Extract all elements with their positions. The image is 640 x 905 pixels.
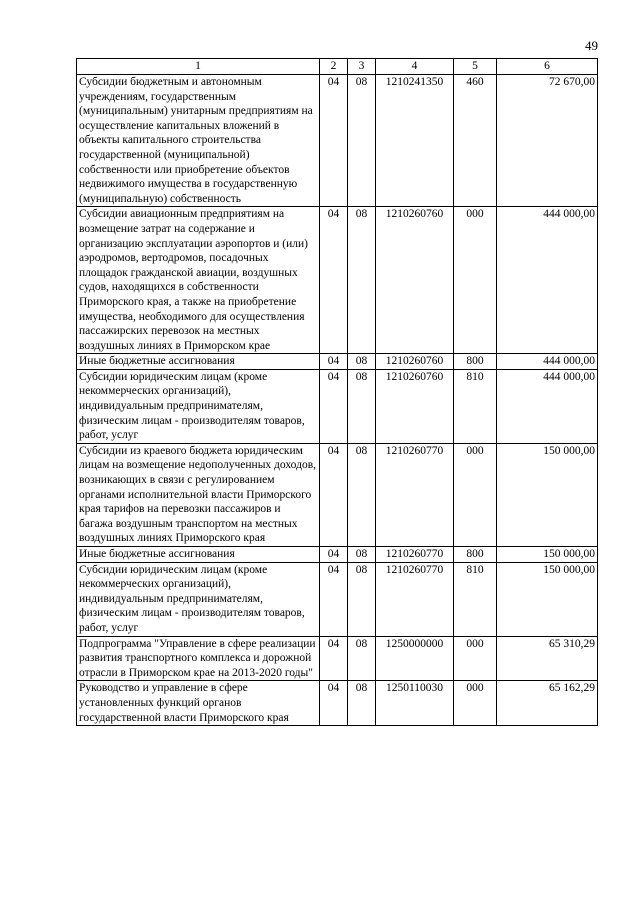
header-col-1: 1 xyxy=(77,59,320,75)
row-expense-type: 460 xyxy=(454,75,497,207)
row-target-code: 1210260770 xyxy=(376,547,454,563)
row-subsection: 08 xyxy=(348,369,376,443)
row-section: 04 xyxy=(320,636,348,681)
row-amount: 65 310,29 xyxy=(497,636,598,681)
row-target-code: 1210260760 xyxy=(376,369,454,443)
row-target-code: 1210260770 xyxy=(376,443,454,546)
table-row xyxy=(77,75,598,207)
budget-table xyxy=(76,58,598,726)
row-target-code: 1210260760 xyxy=(376,207,454,354)
row-subsection: 08 xyxy=(348,443,376,546)
header-col-6: 6 xyxy=(497,59,598,75)
row-target-code: 1210260760 xyxy=(376,354,454,370)
row-subsection: 08 xyxy=(348,75,376,207)
row-expense-type: 000 xyxy=(454,443,497,546)
row-expense-type: 800 xyxy=(454,547,497,563)
row-expense-type: 000 xyxy=(454,207,497,354)
row-subsection: 08 xyxy=(348,547,376,563)
row-amount: 150 000,00 xyxy=(497,443,598,546)
row-section: 04 xyxy=(320,369,348,443)
row-amount: 72 670,00 xyxy=(497,75,598,207)
header-col-2: 2 xyxy=(320,59,348,75)
row-section: 04 xyxy=(320,75,348,207)
table-row xyxy=(77,354,598,370)
row-name: Субсидии бюджетным и автономным учреждениям, государственным (муниципальным) унитарным предприятиям на осуществление капитальных вложений в объекты капитального строительства государственной (муниципальной) собственности или приобретение объектов недвижимого имущества в государственную (муниципальную) собственность xyxy=(77,75,320,207)
page-number: 49 xyxy=(585,38,598,53)
row-section: 04 xyxy=(320,681,348,726)
row-name: Подпрограмма "Управление в сфере реализации развития транспортного комплекса и дорожной отрасли в Приморском крае на 2013-2020 годы" xyxy=(77,636,320,681)
table-row xyxy=(77,443,598,546)
table-row xyxy=(77,681,598,726)
row-name: Иные бюджетные ассигнования xyxy=(77,547,320,563)
row-amount: 444 000,00 xyxy=(497,369,598,443)
row-name: Иные бюджетные ассигнования xyxy=(77,354,320,370)
row-expense-type: 800 xyxy=(454,354,497,370)
row-expense-type: 810 xyxy=(454,369,497,443)
row-name: Субсидии юридическим лицам (кроме некоммерческих организаций), индивидуальным предпринимателям, физическим лицам - производителям товаров, работ, услуг xyxy=(77,369,320,443)
row-expense-type: 000 xyxy=(454,636,497,681)
row-name: Субсидии юридическим лицам (кроме некоммерческих организаций), индивидуальным предпринимателям, физическим лицам - производителям товаров, работ, услуг xyxy=(77,562,320,636)
header-col-5: 5 xyxy=(454,59,497,75)
row-expense-type: 810 xyxy=(454,562,497,636)
row-subsection: 08 xyxy=(348,562,376,636)
row-name: Субсидии из краевого бюджета юридическим лицам на возмещение недополученных доходов, возникающих в связи с регулированием органами исполнительной власти Приморского края тарифов на перевозки пассажиров и багажа воздушным транспортом на местных воздушных линиях Приморского края xyxy=(77,443,320,546)
row-section: 04 xyxy=(320,207,348,354)
row-section: 04 xyxy=(320,562,348,636)
row-expense-type: 000 xyxy=(454,681,497,726)
row-amount: 150 000,00 xyxy=(497,547,598,563)
table-row xyxy=(77,636,598,681)
row-section: 04 xyxy=(320,443,348,546)
header-col-3: 3 xyxy=(348,59,376,75)
row-amount: 444 000,00 xyxy=(497,354,598,370)
row-target-code: 1250000000 xyxy=(376,636,454,681)
row-name: Субсидии авиационным предприятиям на возмещение затрат на содержание и организацию эксплуатации аэропортов и (или) аэродромов, вертодромов, посадочных площадок гражданской авиации, воздушных судов, находящихся в собственности Приморского края, а также на приобретение имущества, необходимого для осуществления пассажирских перевозок на местных воздушных линиях в Приморском крае xyxy=(77,207,320,354)
row-subsection: 08 xyxy=(348,681,376,726)
row-section: 04 xyxy=(320,547,348,563)
row-amount: 150 000,00 xyxy=(497,562,598,636)
table-row xyxy=(77,207,598,354)
row-target-code: 1250110030 xyxy=(376,681,454,726)
row-subsection: 08 xyxy=(348,207,376,354)
row-target-code: 1210241350 xyxy=(376,75,454,207)
row-amount: 65 162,29 xyxy=(497,681,598,726)
table-row xyxy=(77,369,598,443)
row-amount: 444 000,00 xyxy=(497,207,598,354)
header-row xyxy=(77,59,598,75)
header-col-4: 4 xyxy=(376,59,454,75)
table-row xyxy=(77,562,598,636)
row-name: Руководство и управление в сфере установленных функций органов государственной власти Приморского края xyxy=(77,681,320,726)
row-target-code: 1210260770 xyxy=(376,562,454,636)
row-section: 04 xyxy=(320,354,348,370)
table-row xyxy=(77,547,598,563)
row-subsection: 08 xyxy=(348,354,376,370)
row-subsection: 08 xyxy=(348,636,376,681)
